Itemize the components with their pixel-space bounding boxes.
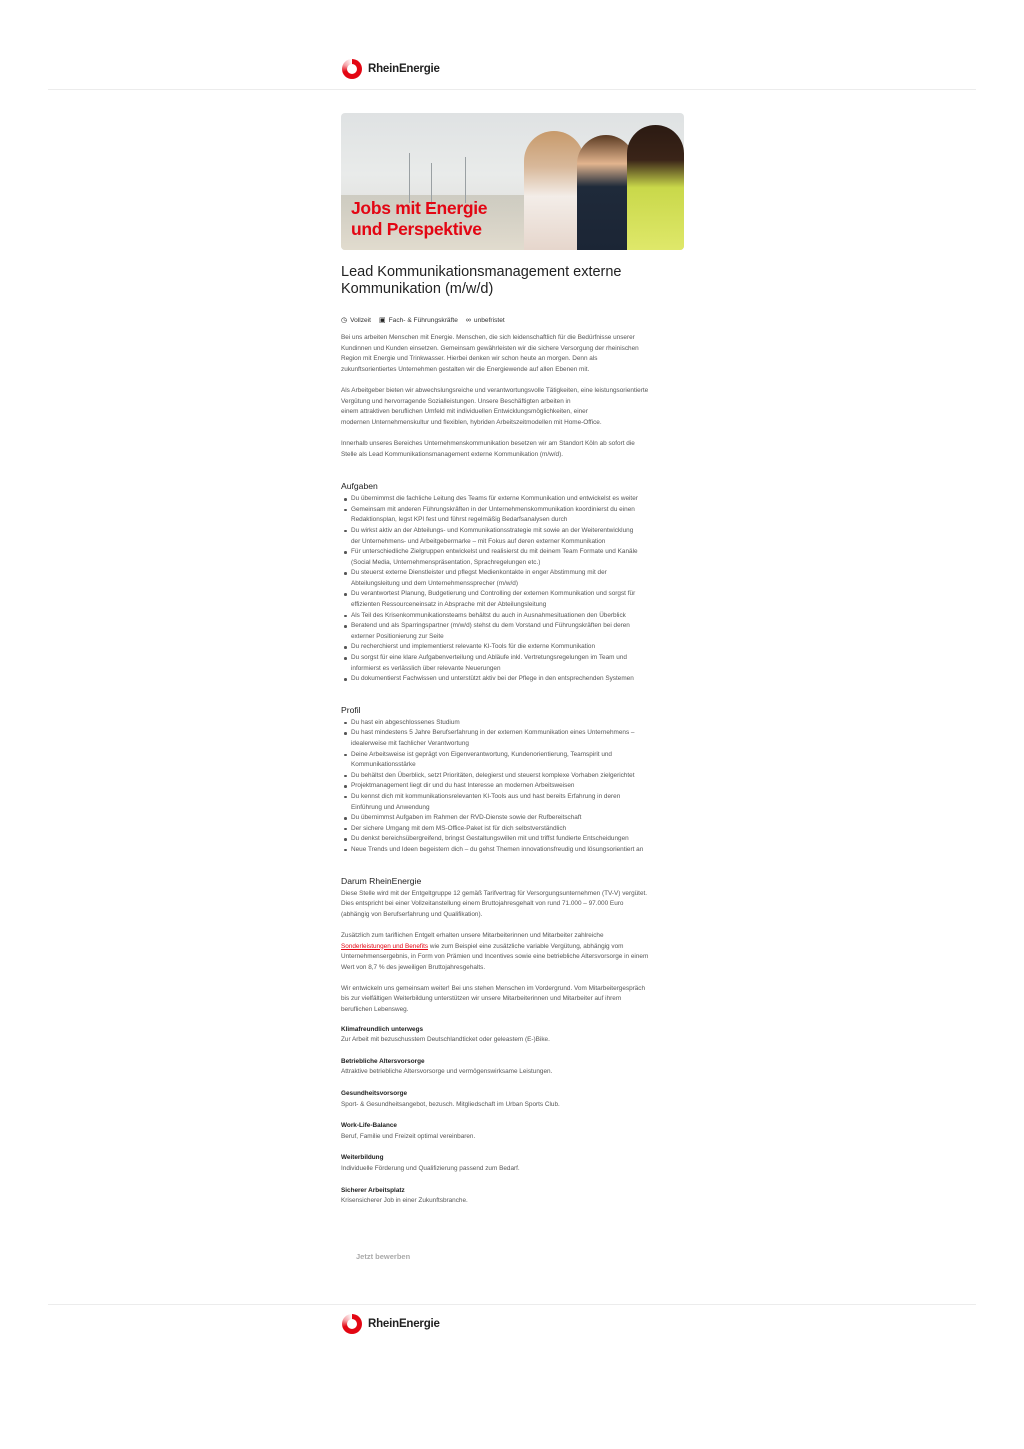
- text-line: zukunftsorientiertes Unternehmen gestalten wir die Energiewende auf allen Ebenen mit.: [341, 365, 590, 373]
- text-line: Du hast ein abgeschlossenes Studium: [351, 718, 460, 726]
- meta-employment-type: [341, 316, 371, 324]
- benefit-text: Sport- & Gesundheitsangebot, bezusch. Mitgliedschaft im Urban Sports Club.: [341, 1100, 560, 1108]
- benefit-title: Work-Life-Balance: [341, 1122, 397, 1130]
- benefit-text: Beruf, Familie und Freizeit optimal vereinbaren.: [341, 1132, 476, 1140]
- text-line: Du behältst den Überblick, setzt Prioritäten, delegierst und steuerst komplexe Vorhaben zielgerichtet: [351, 771, 635, 779]
- tasks-section: [341, 481, 684, 685]
- list-item: [351, 674, 684, 685]
- text-line: Du hast mindestens 5 Jahre Berufserfahrung in der externen Kommunikation eines Unternehmens –: [351, 729, 635, 737]
- job-title-line: Kommunikation (m/w/d): [341, 281, 494, 297]
- text-line: beruflichen Lebensweg.: [341, 1006, 409, 1014]
- hero-headline-line: und Perspektive: [351, 219, 482, 239]
- text-line: Diese Stelle wird mit der Entgeltgruppe 12 gemäß Tarifvertrag für Versorgungsunternehmen (TV-V) vergütet.: [341, 889, 648, 897]
- text-line: externer Positionierung zur Seite: [351, 632, 444, 640]
- benefit-title: Sicherer Arbeitsplatz: [341, 1186, 405, 1194]
- list-item: [351, 718, 684, 729]
- benefit-text: Zur Arbeit mit bezuschusstem Deutschlandticket oder geleastem (E-)Bike.: [341, 1036, 550, 1044]
- job-title: [341, 264, 684, 298]
- text-line: informierst es verlässlich über relevante Neuerungen: [351, 664, 501, 672]
- text-line: Du verantwortest Planung, Budgetierung und Controlling der externen Kommunikation und sorgst für: [351, 590, 636, 598]
- benefits-section: [341, 876, 684, 1207]
- benefit-text: Krisensicherer Job in einer Zukunftsbranche.: [341, 1197, 468, 1205]
- logo-mark-icon: [342, 59, 362, 79]
- text-line: Deine Arbeitsweise ist geprägt von Eigenverantwortung, Kundenorientierung, Teamspirit und: [351, 750, 612, 758]
- text-line: bis zur vielfältigen Weiterbildung unterstützen wir unsere Mitarbeiterinnen und Mitarbeiter auf ihrem: [341, 995, 622, 1003]
- benefit-item: [341, 1057, 684, 1078]
- text-line: Stelle als Lead Kommunikationsmanagement externe Kommunikation (m/w/d).: [341, 450, 564, 458]
- text-line: modernen Unternehmenskultur und flexiblen, hybriden Arbeitszeitmodellen mit Home-Office.: [341, 418, 602, 426]
- list-item: [351, 526, 684, 547]
- text-line: Du übernimmst Aufgaben im Rahmen der RVD-Dienste sowie der Rufbereitschaft: [351, 814, 582, 822]
- job-title-line: Lead Kommunikationsmanagement externe: [341, 264, 622, 280]
- benefit-item: [341, 1025, 684, 1046]
- benefit-item: [341, 1089, 684, 1110]
- text-line: Du wirkst aktiv an der Abteilungs- und Kommunikationsstrategie mit sowie an der Weiterentwicklung: [351, 526, 634, 534]
- text-line: Du sorgst für eine klare Aufgabenverteilung und Abläufe inkl. Vertretungsregelungen im Team und: [351, 654, 627, 662]
- text-line: Unternehmensergebnis, in Form von Prämien und Incentives sowie eine betriebliche Altersvorsorge in einem: [341, 953, 649, 961]
- logo-text: RheinEnergie: [368, 1318, 440, 1330]
- hero-person-woman: [524, 131, 584, 250]
- hero-person-worker: [627, 125, 684, 250]
- list-item: [351, 494, 684, 505]
- text-line: Der sichere Umgang mit dem MS-Office-Paket ist für dich selbstverständlich: [351, 824, 567, 832]
- meta-label: Fach- & Führungskräfte: [388, 316, 458, 324]
- development-paragraph: [341, 984, 684, 1016]
- intro-paragraph: [341, 386, 684, 428]
- text-line: Du dokumentierst Fachwissen und unterstützt aktiv bei der Pflege in den entsprechenden Systemen: [351, 675, 634, 683]
- text-line: Vergütung und hervorragende Sozialleistungen. Unsere Beschäftigten arbeiten in: [341, 397, 571, 405]
- text-line: Du kennst dich mit kommunikationsrelevanten KI-Tools aus und hast bereits Erfahrung in deren: [351, 792, 621, 800]
- benefit-item: [341, 1153, 684, 1174]
- text-line: Du übernimmst die fachliche Leitung des Teams für externe Kommunikation und entwickelst es weiter: [351, 495, 638, 503]
- list-item: [351, 505, 684, 526]
- text-line: der Unternehmens- und Arbeitgebermarke – mit Fokus auf deren externer Kommunikation: [351, 537, 606, 545]
- text-line: (abhängig von Berufserfahrung und Qualifikation).: [341, 910, 483, 918]
- benefit-title: Gesundheitsvorsorge: [341, 1090, 408, 1098]
- benefit-text: Attraktive betriebliche Altersvorsorge und vermögenswirksame Leistungen.: [341, 1068, 553, 1076]
- text-line: Beratend und als Sparringspartner (m/w/d) stehst du dem Vorstand und Führungskräften bei deren: [351, 622, 630, 630]
- intro-paragraph: [341, 439, 684, 460]
- list-item: [351, 653, 684, 674]
- text-line: Kundinnen und Kunden einsetzen. Gemeinsam gewährleisten wir die sichere Versorgung der rheinischen: [341, 344, 639, 352]
- briefcase-icon: ▣: [379, 317, 386, 324]
- intro-paragraph: [341, 333, 684, 375]
- benefits-link[interactable]: Sonderleistungen und Benefits: [341, 942, 429, 950]
- benefit-text: Individuelle Förderung und Qualifizierung passend zum Bedarf.: [341, 1165, 520, 1172]
- benefit-item: [341, 1186, 684, 1207]
- apply-button[interactable]: Jetzt bewerben: [356, 1252, 411, 1261]
- text-line: wie zum Beispiel eine zusätzliche variable Vergütung, abhängig vom: [428, 942, 624, 950]
- text-line: einem attraktiven beruflichen Umfeld mit individuellen Entwicklungsmöglichkeiten, einer: [341, 408, 588, 416]
- text-line: Neue Trends und Ideen begeistern dich – du gehst Themen innovationsfreudig und lösungsorientiert an: [351, 845, 644, 853]
- wind-turbine-icon: [465, 157, 466, 203]
- list-item: [351, 728, 684, 749]
- list-item: [351, 621, 684, 642]
- text-line: Abteilungsleitung und dem Unternehmenssprecher (m/w/d): [351, 579, 518, 587]
- text-line: Du recherchierst und implementierst relevante KI-Tools für die externe Kommunikation: [351, 643, 596, 651]
- meta-label: unbefristet: [473, 316, 505, 324]
- text-line: Projektmanagement liegt dir und du hast Interesse an modernen Arbeitsweisen: [351, 782, 575, 790]
- hero-banner: [341, 113, 684, 250]
- job-posting: [341, 113, 684, 1207]
- footer-rheinenergie-logo[interactable]: [342, 1314, 440, 1334]
- list-item: [351, 792, 684, 813]
- text-line: Innerhalb unseres Bereiches Unternehmenskommunikation besetzen wir am Standort Köln ab sofort die: [341, 439, 635, 447]
- list-item: [351, 834, 684, 845]
- list-item: [351, 781, 684, 792]
- text-line: Region mit Energie und Trinkwasser. Hierbei denken wir schon heute an morgen. Denn als: [341, 355, 598, 363]
- text-line: Du denkst bereichsübergreifend, bringst Gestaltungswillen mit und triffst fundierte Entscheidungen: [351, 835, 629, 843]
- text-line: Wert von 8,7 % des jeweiligen Bruttojahresgehalts.: [341, 963, 486, 971]
- text-line: Als Teil des Krisenkommunikationsteams behältst du auch in Ausnahmesituationen den Überblick: [351, 611, 626, 619]
- header-divider: [48, 89, 976, 90]
- rheinenergie-logo[interactable]: [342, 59, 440, 79]
- list-item: [351, 824, 684, 835]
- infinity-icon: ∞: [465, 316, 471, 324]
- wind-turbine-icon: [409, 153, 410, 203]
- list-item: [351, 568, 684, 589]
- text-line: Für unterschiedliche Zielgruppen entwickelst und realisierst du mit deinem Team Formate und Kanäle: [351, 548, 638, 556]
- list-item: [351, 642, 684, 653]
- text-line: Dies entspricht bei einer Vollzeitanstellung einem Bruttojahresgehalt von rund 71.000 – 97.000 Euro: [341, 900, 624, 908]
- list-item: [351, 547, 684, 568]
- text-line: Kommunikationsstärke: [351, 761, 416, 769]
- clock-icon: ◷: [341, 317, 348, 324]
- section-heading: Aufgaben: [341, 481, 378, 492]
- meta-contract: [466, 317, 505, 324]
- benefit-title: Klimafreundlich unterwegs: [341, 1025, 424, 1033]
- text-line: Bei uns arbeiten Menschen mit Energie. Menschen, die sich leidenschaftlich für die Bedürfnisse unserer: [341, 334, 635, 341]
- footer-divider: [48, 1304, 976, 1305]
- section-heading: Darum RheinEnergie: [341, 875, 422, 886]
- profile-section: [341, 705, 684, 856]
- list-item: [351, 771, 684, 782]
- tasks-list: [341, 494, 684, 685]
- text-line: effizienten Ressourceneinsatz in Absprache mit der Abteilungsleitung: [351, 601, 547, 609]
- extras-paragraph: [341, 931, 684, 973]
- logo-text: RheinEnergie: [368, 63, 440, 75]
- benefit-title: Weiterbildung: [341, 1154, 384, 1162]
- list-item: [351, 845, 684, 856]
- benefit-title: Betriebliche Altersvorsorge: [341, 1057, 425, 1065]
- intro-section: [341, 333, 684, 460]
- text-line: Du steuerst externe Dienstleister und pflegst Medienkontakte in enger Abstimmung mit der: [351, 569, 607, 577]
- text-line: Zusätzlich zum tariflichen Entgelt erhalten unsere Mitarbeiterinnen und Mitarbeiter zahlreiche: [341, 931, 604, 939]
- text-line: Gemeinsam mit anderen Führungskräften in der Unternehmenskommunikation koordinierst du einen: [351, 505, 635, 513]
- list-item: [351, 750, 684, 771]
- text-line: idealerweise mit fachlicher Verantwortung: [351, 740, 469, 747]
- job-meta: [341, 316, 684, 324]
- salary-paragraph: [341, 889, 684, 921]
- text-line: Als Arbeitgeber bieten wir abwechslungsreiche und verantwortungsvolle Tätigkeiten, eine leistungsorientierte: [341, 386, 649, 394]
- profile-list: [341, 718, 684, 856]
- list-item: [351, 813, 684, 824]
- logo-mark-icon: [342, 1314, 362, 1334]
- text-line: Einführung und Anwendung: [351, 803, 430, 811]
- section-heading: Profil: [341, 704, 361, 715]
- meta-label: Vollzeit: [350, 316, 372, 324]
- hero-headline-line: Jobs mit Energie: [351, 198, 488, 218]
- hero-headline: [351, 198, 487, 240]
- list-item: [351, 589, 684, 610]
- page-header: [0, 0, 1024, 90]
- text-line: Wir entwickeln uns gemeinsam weiter! Bei uns stehen Menschen im Vordergrund. Vom Mitarbeitergespräch: [341, 984, 646, 992]
- meta-category: [379, 316, 458, 324]
- text-line: (Social Media, Unternehmenspräsentation, Sprachregelungen etc.): [351, 558, 541, 566]
- benefit-item: [341, 1121, 684, 1142]
- text-line: Redaktionsplan, legst KPI fest und führst regelmäßig Bedarfsanalysen durch: [351, 516, 568, 524]
- list-item: [351, 611, 684, 622]
